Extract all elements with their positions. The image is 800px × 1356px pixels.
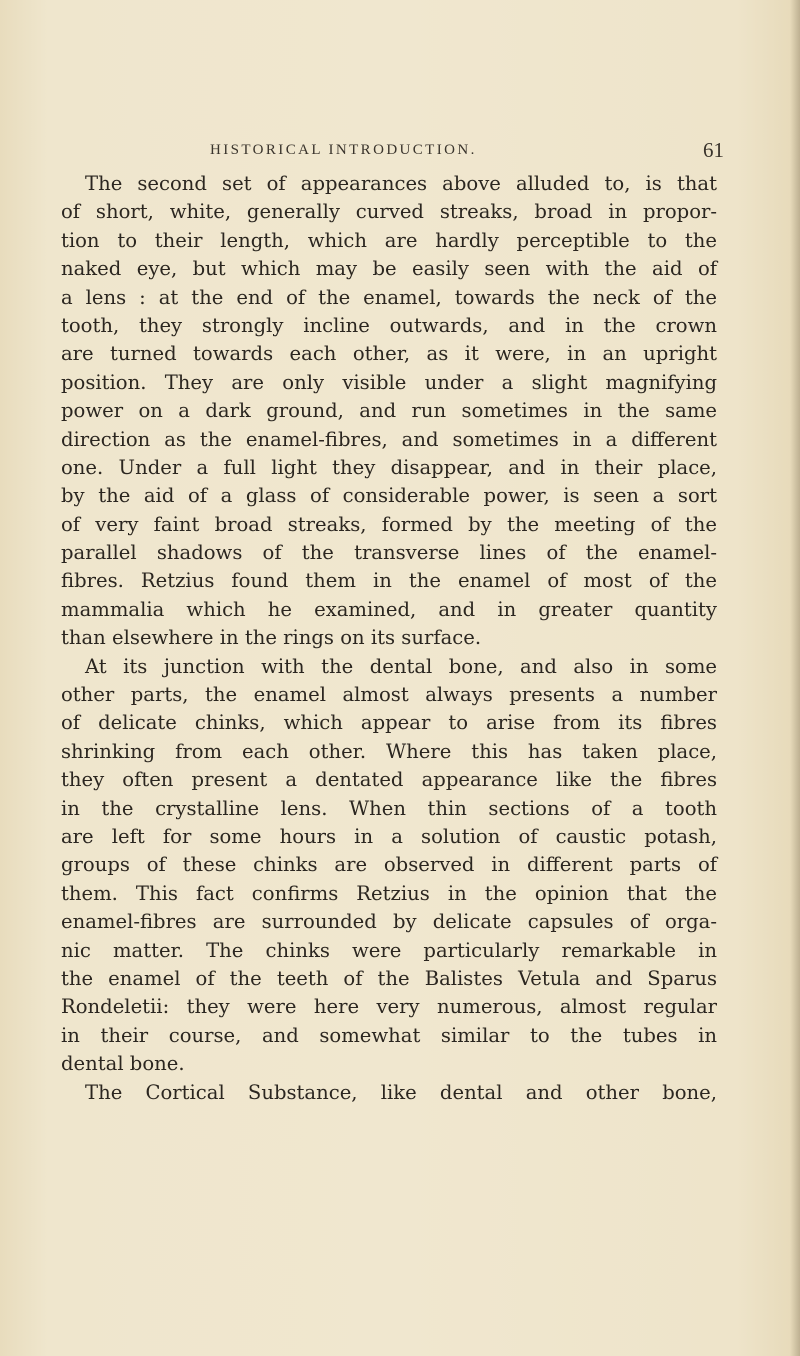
text-line: in the crystalline lens. When thin sections of a tooth [61,796,717,820]
running-head-title: HISTORICAL INTRODUCTION. [210,142,477,158]
body-text [61,170,717,1107]
page-number: 61 [703,138,724,162]
text-line: they often present a dentated appearance like the fibres [61,768,717,792]
text-line: than elsewhere in the rings on its surface. [61,626,482,650]
text-line: in their course, and somewhat similar to the tubes in [61,1023,717,1047]
text-line: fibres. Retzius found them in the enamel of most of the [61,569,717,593]
text-line: tooth, they strongly incline outwards, and in the crown [61,313,717,337]
text-line: naked eye, but which may be easily seen with the aid of [61,257,717,281]
text-line: the enamel of the teeth of the Balistes Vetula and Sparus [61,966,717,990]
text-line: groups of these chinks are observed in different parts of [61,853,717,877]
text-line: are left for some hours in a solution of caustic potash, [61,824,717,848]
text-line: tion to their length, which are hardly perceptible to the [61,228,717,252]
text-line: position. They are only visible under a slight magnifying [61,370,717,394]
text-line: a lens : at the end of the enamel, towards the neck of the [61,285,717,309]
text-line: power on a dark ground, and run sometimes in the same [61,399,717,423]
text-line: dental bone. [61,1052,185,1076]
running-head [60,138,760,166]
text-line: of very faint broad streaks, formed by the meeting of the [61,512,717,536]
text-line: are turned towards each other, as it were, in an upright [61,342,717,366]
text-line: one. Under a full light they disappear, and in their place, [61,455,717,479]
text-line: enamel-fibres are surrounded by delicate capsules of orga- [61,910,717,934]
text-line: At its junction with the dental bone, and also in some [85,654,717,678]
text-line: nic matter. The chinks were particularly remarkable in [61,938,717,962]
text-line: parallel shadows of the transverse lines of the enamel- [61,541,717,565]
text-line: other parts, the enamel almost always presents a number [61,683,717,707]
text-line: of delicate chinks, which appear to arise from its fibres [61,711,717,735]
text-line: them. This fact confirms Retzius in the opinion that the [61,881,717,905]
text-line: The Cortical Substance, like dental and other bone, [85,1080,717,1104]
text-line: of short, white, generally curved streaks, broad in propor- [61,200,717,224]
text-line: direction as the enamel-fibres, and sometimes in a different [61,427,717,451]
page-edge-shadow [790,0,800,1356]
text-line: shrinking from each other. Where this has taken place, [61,739,717,763]
text-line: by the aid of a glass of considerable power, is seen a sort [61,484,717,508]
text-line: Rondeletii: they were here very numerous, almost regular [61,995,717,1019]
text-line: mammalia which he examined, and in greater quantity [61,597,717,621]
text-line: The second set of appearances above alluded to, is that [85,172,717,195]
